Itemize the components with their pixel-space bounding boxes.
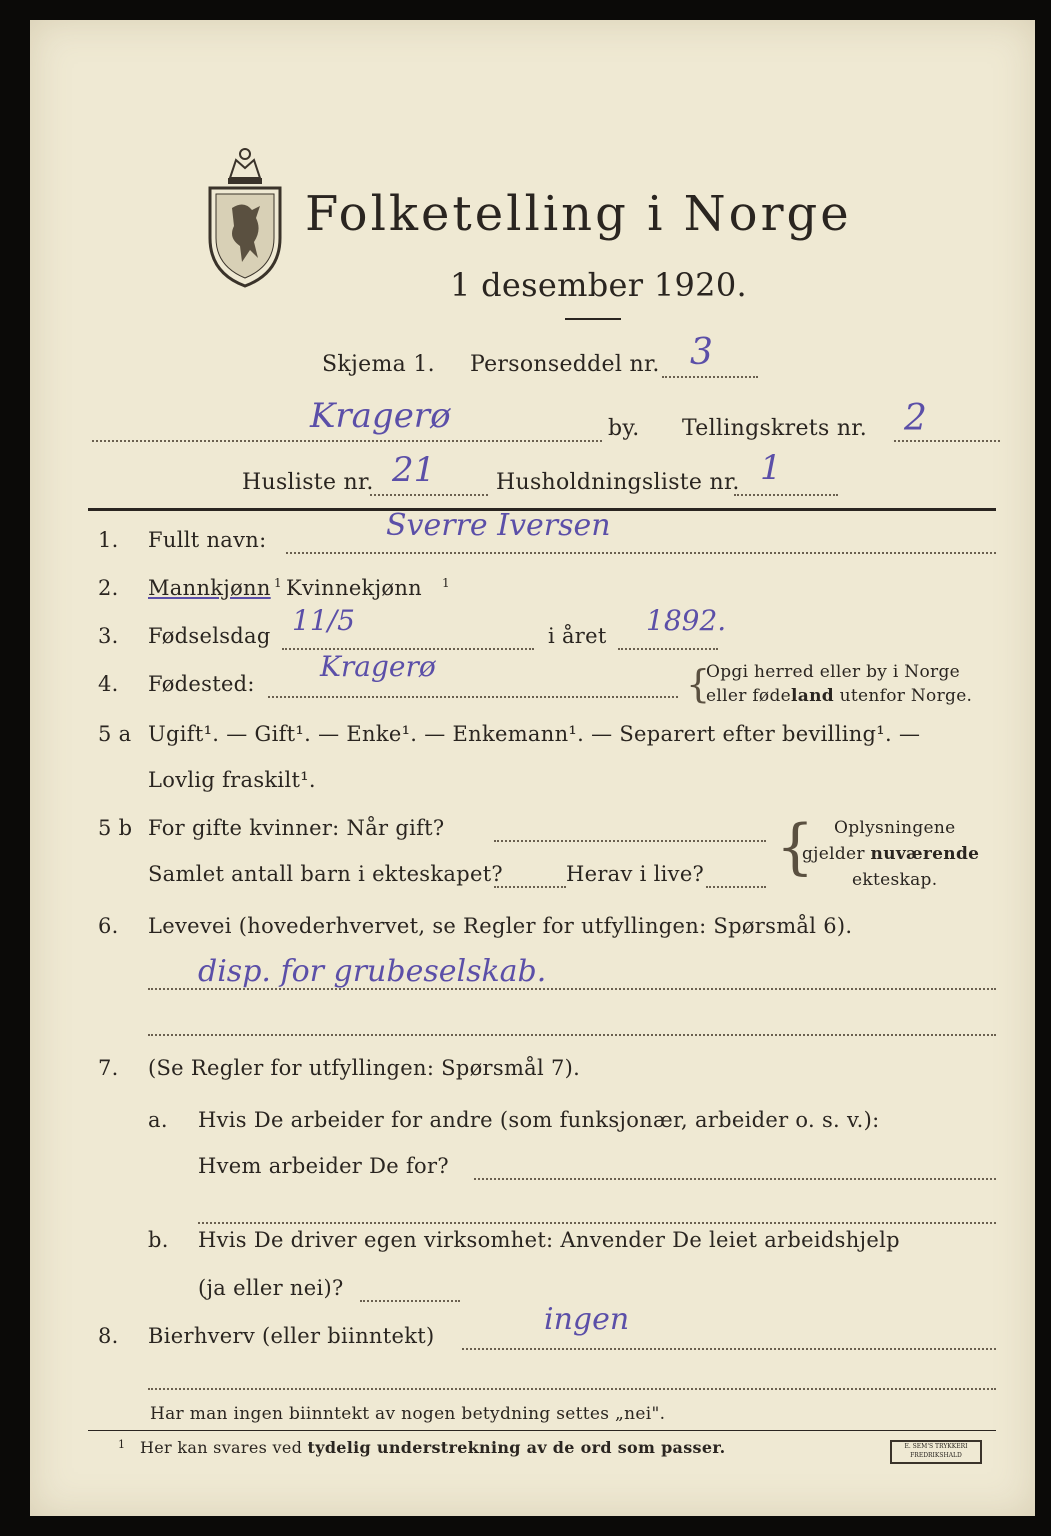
husholdningsliste-label: Husholdningsliste nr.: [496, 470, 740, 495]
by-value: Kragerø: [310, 396, 451, 436]
q2-male: Mannkjønn: [148, 576, 271, 600]
husholdningsliste-value: 1: [760, 448, 782, 488]
q4-line: [268, 696, 678, 698]
q7b-text-2: (ja eller nei)?: [198, 1276, 344, 1300]
husliste-label: Husliste nr.: [242, 470, 374, 495]
census-form-page: [30, 20, 1035, 1516]
q4-bracket: {: [686, 662, 711, 706]
coat-of-arms-icon: [200, 138, 290, 288]
q5b-note-2: gjelder nuværende: [802, 844, 980, 864]
by-label: by.: [608, 416, 640, 441]
q4-number: 4.: [98, 672, 119, 696]
personseddel-label: Personseddel nr.: [470, 352, 660, 377]
q6-line-2: [148, 1034, 996, 1036]
q1-line: [286, 552, 996, 554]
q5b-gift-line: [494, 840, 766, 842]
q5a-number: 5 a: [98, 722, 132, 746]
printer-stamp: E. SEM'S TRYKKERI FREDRIKSHALD: [890, 1440, 982, 1464]
q2-male-mark: 1: [274, 576, 282, 590]
q4-note-2: eller fødeland utenfor Norge.: [706, 686, 973, 706]
q5b-note-1: Oplysningene: [834, 818, 956, 838]
q5b-note-3: ekteskap.: [852, 870, 938, 890]
husliste-value: 21: [392, 450, 436, 490]
q4-note-1: Opgi herred eller by i Norge: [706, 662, 960, 682]
q3-number: 3.: [98, 624, 119, 648]
q5a-options: Ugift¹. — Gift¹. — Enke¹. — Enkemann¹. — Separert efter bevilling¹. —: [148, 722, 921, 746]
q2-female: Kvinnekjønn: [286, 576, 422, 600]
q5b-bracket: {: [776, 812, 815, 882]
title-divider: [565, 318, 621, 320]
q5b-line-2a: Samlet antall barn i ekteskapet?: [148, 862, 503, 886]
q1-number: 1.: [98, 528, 119, 552]
q5b-line-1: For gifte kvinner: Når gift?: [148, 816, 445, 840]
q4-value: Kragerø: [320, 650, 436, 683]
q7a-line-1: [474, 1178, 996, 1180]
q5b-live-line: [706, 886, 766, 888]
q2-number: 2.: [98, 576, 119, 600]
q5b-number: 5 b: [98, 816, 133, 840]
q7a-line-2: [198, 1222, 996, 1224]
q8-value: ingen: [544, 1302, 630, 1337]
q3-label: Fødselsdag: [148, 624, 271, 648]
q8-number: 8.: [98, 1324, 119, 1348]
q7a-letter: a.: [148, 1108, 168, 1132]
footer-rule: [88, 1430, 996, 1431]
by-line: [92, 440, 602, 442]
husliste-line: [370, 494, 488, 496]
q7-label: (Se Regler for utfyllingen: Spørsmål 7).: [148, 1056, 581, 1080]
q6-value: disp. for grubeselskab.: [198, 954, 547, 989]
skjema-label: Skjema 1.: [322, 352, 435, 377]
q7b-line: [360, 1300, 460, 1302]
q8-label: Bierhverv (eller biinntekt): [148, 1324, 435, 1348]
form-date: 1 desember 1920.: [450, 266, 747, 304]
q3-year-line: [618, 648, 718, 650]
footer-note: Har man ingen biinntekt av nogen betydning settes „nei".: [150, 1404, 666, 1424]
q7b-letter: b.: [148, 1228, 169, 1252]
q7-number: 7.: [98, 1056, 119, 1080]
personseddel-value: 3: [690, 332, 713, 373]
q6-label: Levevei (hovederhvervet, se Regler for utfyllingen: Spørsmål 6).: [148, 914, 853, 938]
q1-label: Fullt navn:: [148, 528, 267, 552]
tellingskrets-line: [894, 440, 1000, 442]
q7b-text: Hvis De driver egen virksomhet: Anvender De leiet arbeidshjelp: [198, 1228, 900, 1252]
tellingskrets-value: 2: [904, 398, 927, 439]
personseddel-line: [662, 376, 758, 378]
tellingskrets-label: Tellingskrets nr.: [682, 416, 867, 441]
form-title: Folketelling i Norge: [305, 186, 852, 242]
q3-year-label: i året: [548, 624, 607, 648]
q6-number: 6.: [98, 914, 119, 938]
q3-day-value: 11/5: [292, 604, 355, 637]
q2-female-mark: 1: [442, 576, 450, 590]
q5b-line-2b: Herav i live?: [566, 862, 705, 886]
q1-value: Sverre Iversen: [386, 508, 611, 543]
q7a-text: Hvis De arbeider for andre (som funksjonær, arbeider o. s. v.):: [198, 1108, 880, 1132]
footnote-mark: 1: [118, 1438, 126, 1451]
q5a-options-2: Lovlig fraskilt¹.: [148, 768, 316, 792]
q3-year-value: 1892.: [646, 604, 727, 637]
q4-label: Fødested:: [148, 672, 255, 696]
q6-line-1: [148, 988, 996, 990]
q8-line-1: [462, 1348, 996, 1350]
q7a-text-2: Hvem arbeider De for?: [198, 1154, 449, 1178]
q5b-barn-line: [494, 886, 566, 888]
q8-line-2: [148, 1388, 996, 1390]
husholdningsliste-line: [734, 494, 838, 496]
footnote-text: Her kan svares ved tydelig understrekning av de ord som passer.: [140, 1438, 726, 1457]
